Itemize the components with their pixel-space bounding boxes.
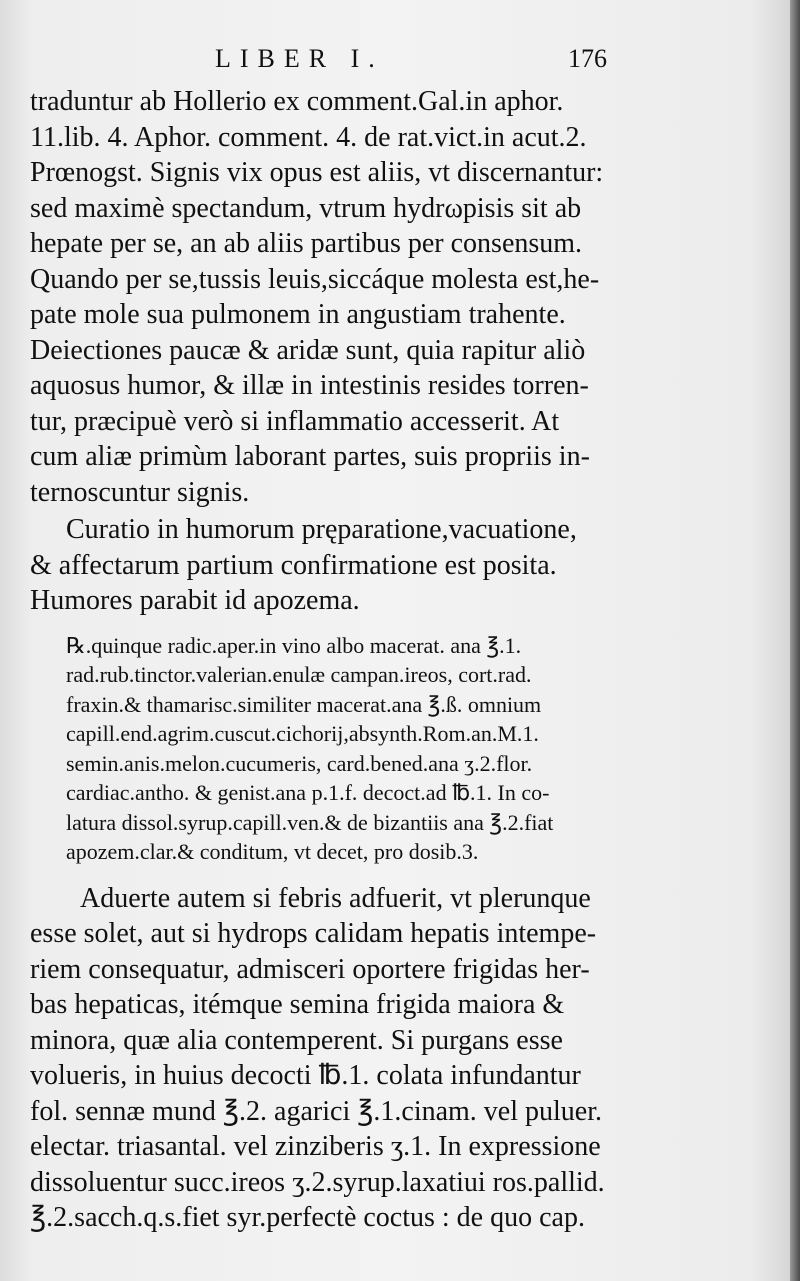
recipe-line: rad.rub.tinctor.valerian.enulæ campan.ireos, cort.rad. (66, 662, 532, 687)
page-header (0, 44, 790, 84)
text-line: Prœnogst. Signis vix opus est aliis, vt discernantur: (30, 157, 604, 188)
text-line: esse solet, aut si hydrops calidam hepatis intempe- (30, 918, 597, 949)
text-line: cum aliæ primùm laborant partes, suis propriis in- (30, 441, 590, 472)
paragraph-prognosis (30, 84, 645, 510)
text-block (30, 84, 645, 1236)
page-number: 176 (568, 44, 607, 73)
page-edge-shadow (790, 0, 800, 1281)
text-line: tur, præcipuè verò si inflammatio accesserit. At (30, 405, 560, 437)
text-line: 11.lib. 4. Aphor. comment. 4. de rat.vict.in acut.2. (30, 121, 587, 153)
recipe-line: apozem.clar.& conditum, vt decet, pro dosib.3. (66, 839, 479, 864)
text-line: hepate per se, an ab aliis partibus per consensum. (30, 228, 583, 259)
text-line: Deiectiones paucæ & aridæ sunt, quia rapitur aliò (30, 334, 586, 366)
text-line: bas hepaticas, itémque semina frigida maiora & (30, 989, 565, 1020)
text-line: pate mole sua pulmonem in angustiam trahente. (30, 299, 566, 330)
recipe-line: fraxin.& thamarisc.similiter macerat.ana ℥.ß. omnium (66, 691, 542, 717)
text-line: minora, quæ alia contemperent. Si purgans esse (30, 1024, 563, 1056)
text-line: electar. triasantal. vel zinziberis ʒ.1. In expressione (30, 1131, 601, 1162)
text-line: ternoscuntur signis. (30, 476, 250, 508)
text-line: riem consequatur, admisceri oportere frigidas her- (30, 953, 590, 985)
text-line: sed maximè spectandum, vtrum hydrωpisis sit ab (30, 192, 582, 224)
recipe-line: latura dissol.syrup.capill.ven.& de bizantiis ana ℥.2.fiat (66, 809, 554, 835)
text-line: Curatio in humorum pręparatione,vacuatione, (66, 514, 577, 545)
paragraph-aduerte (30, 881, 645, 1236)
recipe-block (30, 631, 645, 867)
text-line: Humores parabit id apozema. (30, 585, 360, 616)
text-line: ℥.2.sacch.q.s.fiet syr.perfectè coctus : de quo cap. (30, 1202, 585, 1233)
recipe-line: ℞.quinque radic.aper.in vino albo macerat. ana ℥.1. (66, 632, 522, 658)
text-line: volueris, in huius decocti ℔.1. colata infundantur (30, 1060, 581, 1091)
text-line: dissoluentur succ.ireos ʒ.2.syrup.laxatiui ros.pallid. (30, 1166, 605, 1198)
text-line: traduntur ab Hollerio ex comment.Gal.in aphor. (30, 86, 564, 117)
text-line: aquosus humor, & illæ in intestinis resides torren- (30, 370, 589, 401)
text-line: fol. sennæ mund ℥.2. agarici ℥.1.cinam. vel puluer. (30, 1095, 603, 1127)
text-line: Quando per se,tussis leuis,siccáque molesta est,he- (30, 263, 600, 295)
recipe-line: cardiac.antho. & genist.ana p.1.f. decoct.ad ℔.1. In co- (66, 780, 550, 805)
text-line: Aduerte autem si febris adfuerit, vt plerunque (80, 882, 591, 914)
running-title: LIBER I. (215, 44, 384, 73)
paragraph-curatio (30, 512, 645, 619)
text-line: & affectarum partium confirmatione est posita. (30, 549, 557, 581)
recipe-line: semin.anis.melon.cucumeris, card.bened.ana ʒ.2.flor. (66, 750, 533, 776)
recipe-line: capill.end.agrim.cuscut.cichorij,absynth.Rom.an.M.1. (66, 721, 539, 746)
